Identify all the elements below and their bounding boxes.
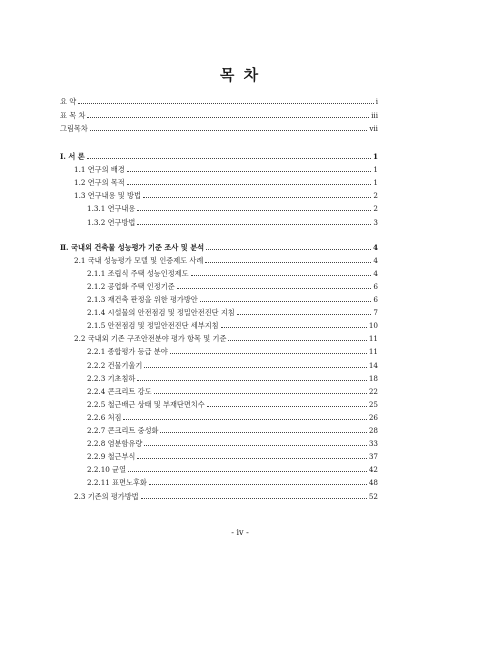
toc-entry-label: 2.2.1 종합평가 등급 분야	[87, 347, 168, 357]
toc-entry-page: 6	[373, 295, 378, 304]
toc-entry-label: 2.3 기존의 평가방법	[74, 491, 139, 501]
toc-entry-label: 1.3.1 연구내용	[87, 204, 136, 214]
toc-entry	[60, 148, 378, 161]
toc-entry	[87, 409, 378, 422]
toc-entry-page: 11	[368, 334, 378, 344]
toc-entry-page: 4	[373, 255, 378, 265]
toc-entry-label: 2.2.9 철근부식	[87, 452, 136, 462]
toc-entry-page: vii	[369, 124, 378, 133]
toc-entry-label: 요 약	[60, 97, 77, 106]
toc-entry-page: 1	[372, 152, 378, 161]
toc-entry-label: 2.2.5 철근배근 상태 및 부재단면치수	[87, 399, 205, 409]
toc-entry-page: 2	[373, 191, 378, 201]
toc-entry	[87, 474, 378, 487]
dot-leader	[78, 102, 374, 104]
toc-entry-page: 10	[368, 321, 378, 331]
toc-entry-label: 1.3.2 연구방법	[87, 217, 136, 227]
toc-entry-label: 2.2.6 처짐	[87, 412, 122, 422]
toc-entry-page: iii	[371, 110, 378, 120]
toc-entry	[87, 370, 378, 383]
toc-entry-label: 2.1.3 재건축 판정을 위한 평가방안	[87, 295, 198, 304]
toc-entry	[87, 357, 378, 370]
toc-entry-page: 52	[368, 491, 378, 501]
toc-entry	[74, 187, 378, 200]
dot-leader	[205, 261, 371, 263]
dot-leader	[143, 196, 372, 198]
page-number: - iv -	[231, 528, 249, 537]
toc-entry	[87, 448, 378, 461]
toc-entry-label: 2.2.11 표면노후화	[87, 478, 147, 488]
toc-entry-page: 6	[373, 281, 378, 291]
dot-leader	[170, 352, 367, 354]
dot-leader	[206, 248, 371, 250]
toc-entry-page: 26	[368, 412, 378, 422]
dot-leader	[141, 497, 367, 499]
dot-leader	[137, 223, 371, 225]
toc-entry	[87, 461, 378, 474]
toc-entry-page: 42	[368, 465, 378, 475]
toc-entry-label: 1.1 연구의 배경	[74, 165, 125, 175]
toc-entry-page: 3	[373, 217, 378, 227]
toc-entry-label: 2.1.1 조립식 주택 성능인정제도	[87, 268, 189, 278]
toc-entry	[87, 278, 378, 291]
dot-leader	[127, 183, 372, 185]
dot-leader	[87, 116, 369, 118]
dot-leader	[144, 366, 367, 368]
toc-entry-label: 2.2.2 건물기울기	[87, 360, 143, 370]
toc-entry-label: 2.1.2 공업화 주택 인정기준	[87, 281, 175, 291]
dot-leader	[137, 379, 366, 381]
dot-leader	[87, 157, 371, 159]
toc-entry-label: 1.3 연구내용 및 방법	[74, 191, 141, 201]
toc-entry	[74, 174, 378, 187]
toc-entry-label: 2.2 국내외 기존 구조안전분야 평가 항목 및 기준	[74, 334, 227, 344]
toc-entry	[87, 422, 378, 435]
toc-entry-label: 1.2 연구의 목적	[74, 178, 125, 188]
toc-entry-label: 표 목 차	[60, 110, 86, 120]
page-title: 목 차	[219, 66, 261, 84]
dot-leader	[137, 209, 371, 211]
toc-entry-label: 2.1.4 시설물의 안전점검 및 정밀안전진단 지침	[87, 308, 235, 318]
toc-entry-page: 25	[368, 399, 378, 409]
toc-entry-page: 48	[368, 478, 378, 488]
toc-entry-page: 2	[373, 204, 378, 214]
dot-leader	[221, 326, 367, 328]
toc-entry-page: 14	[368, 360, 378, 370]
toc-entry	[74, 488, 378, 501]
toc-entry-page: i	[375, 97, 378, 106]
dot-leader	[90, 129, 368, 131]
dot-leader	[154, 392, 367, 394]
toc-entry	[74, 161, 378, 174]
toc-entry-label: 그림목차	[60, 124, 88, 133]
toc-entry	[87, 317, 378, 330]
toc-entry	[60, 93, 378, 106]
dot-leader	[200, 300, 372, 302]
toc-entry	[87, 396, 378, 409]
dot-leader	[207, 405, 367, 407]
toc-entry	[87, 265, 378, 278]
toc-entry	[87, 291, 378, 304]
toc-entry-label: 2.2.8 염분함유량	[87, 439, 143, 449]
toc-entry-page: 28	[368, 426, 378, 435]
dot-leader	[123, 418, 366, 420]
toc-entry-label: 2.2.3 기초침하	[87, 373, 136, 383]
dot-leader	[137, 457, 366, 459]
dot-leader	[144, 444, 367, 446]
toc-entry-label: 2.1 국내 성능평가 모델 및 인증제도 사례	[74, 255, 204, 265]
toc-entry	[74, 252, 378, 265]
toc-entry-page: 33	[368, 439, 378, 449]
toc-entry	[87, 304, 378, 317]
toc-entry-page: 37	[368, 452, 378, 462]
toc-entry-page: 11	[368, 347, 378, 357]
toc-entry-page: 18	[368, 373, 378, 383]
dot-leader	[160, 431, 366, 433]
toc-entry-label: 2.1.5 안전점검 및 정밀안전진단 세부지침	[87, 321, 219, 331]
dot-leader	[128, 470, 367, 472]
dot-leader	[177, 287, 372, 289]
toc-entry-page: 4	[373, 268, 378, 278]
toc-entry-label: 2.2.4 콘크리트 강도	[87, 386, 152, 396]
toc-entry	[60, 239, 378, 252]
dot-leader	[237, 313, 372, 315]
dot-leader	[149, 483, 367, 485]
toc-entry-page: 1	[373, 165, 378, 175]
toc-entry	[87, 383, 378, 396]
toc-entry	[60, 107, 378, 120]
toc-entry-page: 4	[372, 242, 378, 252]
toc-entry-page: 22	[368, 386, 378, 396]
toc-entry	[60, 120, 378, 133]
toc-entry	[74, 330, 378, 343]
dot-leader	[127, 170, 372, 172]
toc-entry-label: Ⅰ. 서 론	[60, 152, 85, 161]
toc-entry-page: 1	[373, 178, 378, 188]
toc-entry-page: 7	[373, 308, 378, 318]
dot-leader	[191, 274, 372, 276]
dot-leader	[228, 339, 366, 341]
toc-entry	[87, 435, 378, 448]
toc-entry-label: 2.2.10 균열	[87, 465, 127, 475]
toc-entry-label: 2.2.7 콘크리트 중성화	[87, 426, 159, 435]
toc-entry	[87, 214, 378, 227]
toc-entry	[87, 343, 378, 356]
toc-entry-label: Ⅱ. 국내외 건축물 성능평가 기준 조사 및 분석	[60, 242, 205, 252]
toc-entry	[87, 200, 378, 213]
